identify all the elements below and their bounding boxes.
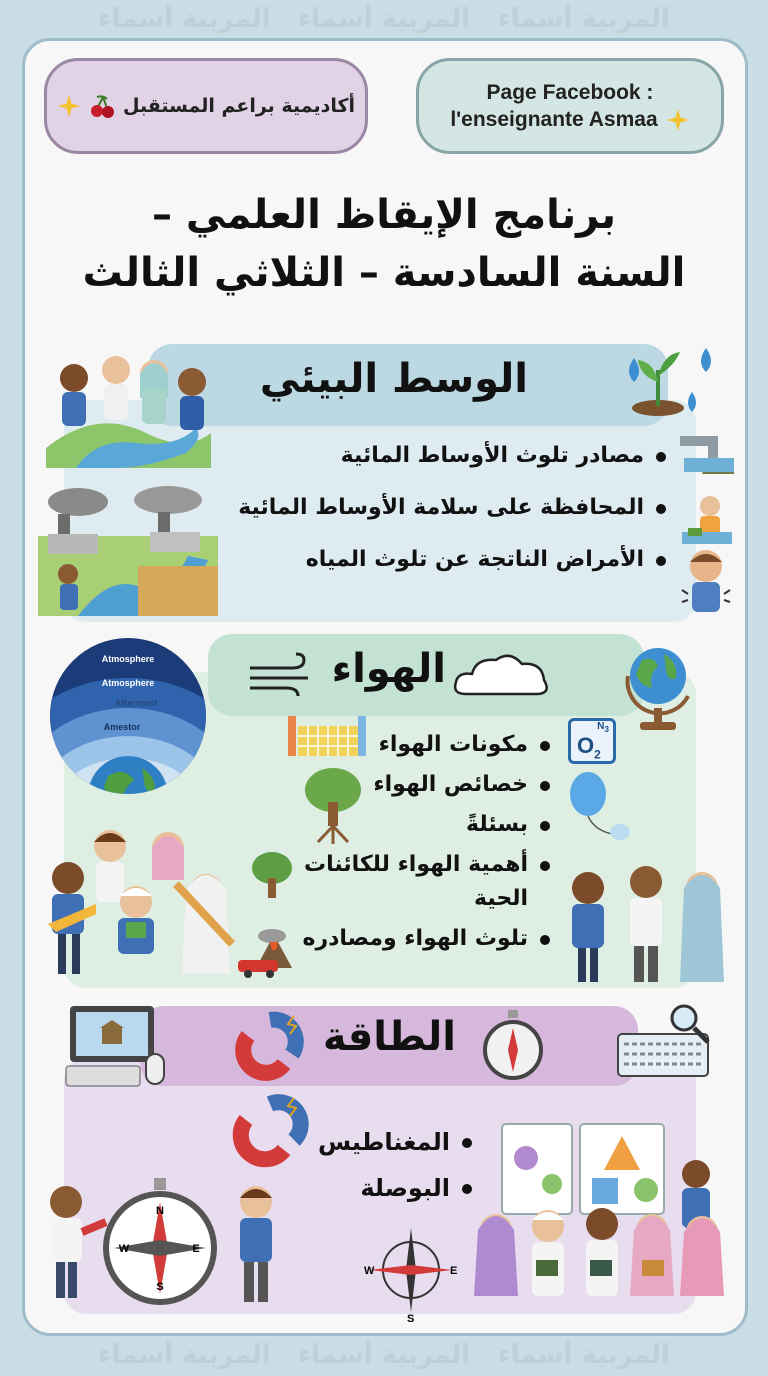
atmosphere-diagram <box>48 636 208 796</box>
diagram-label: Atmosphere <box>101 678 155 688</box>
balloon-icon <box>566 768 636 848</box>
magnet-icon <box>232 1096 308 1166</box>
compass-letter: W <box>118 1243 130 1255</box>
energy-topics <box>318 1122 476 1214</box>
child-figure <box>118 886 154 954</box>
kids-tools-illustration <box>36 824 236 984</box>
child-figure <box>240 1186 272 1302</box>
tree-icon <box>248 850 296 902</box>
child-figure <box>586 1208 618 1296</box>
child-figure <box>182 874 230 974</box>
periodic-table-icon <box>288 716 368 758</box>
watermark: المربية أسماء المربية أسماء المربية أسماء <box>98 1340 670 1370</box>
cloud-icon <box>452 650 552 700</box>
sick-child-icon <box>678 546 736 616</box>
child-figure <box>102 356 130 420</box>
child-figure <box>680 872 724 982</box>
kids-group-illustration <box>466 1160 736 1300</box>
pipe-icon <box>676 430 736 476</box>
list-item: بسئلةً <box>294 808 554 842</box>
child-figure <box>680 1216 724 1296</box>
list-item: تلوث الهواء ومصادره <box>294 922 554 956</box>
facebook-badge <box>416 58 724 154</box>
cherry-icon <box>89 93 115 119</box>
oxygen-icon: $N_3$ $O_2$ <box>568 718 616 764</box>
list-item: المحافظة على سلامة الأوساط المائية <box>238 488 670 540</box>
facebook-line-2: l'enseignante Asmaa <box>450 108 658 131</box>
child-figure <box>572 872 604 982</box>
wind-icon <box>246 654 316 698</box>
watermark: المربية أسماء المربية أسماء المربية أسماء <box>98 4 670 34</box>
list-item: الأمراض الناتجة عن تلوث المياه <box>238 540 670 592</box>
water-drop-icon <box>622 356 646 386</box>
compass-icon <box>482 1010 544 1082</box>
facebook-line-1: Page Facebook : <box>486 80 654 104</box>
page-title <box>60 186 708 302</box>
compass-letter: N <box>156 1205 164 1217</box>
water-drop-icon <box>694 346 718 376</box>
child-figure <box>474 1214 518 1296</box>
child-figure <box>94 830 126 902</box>
kids-river-illustration <box>36 338 216 468</box>
list-item: البوصلة <box>318 1168 476 1214</box>
diagram-label: Atmosphere <box>101 654 155 664</box>
child-figure <box>630 866 662 982</box>
sparkle-icon <box>57 94 81 118</box>
title-line-2: السنة السادسة – الثلاثي الثالث <box>82 250 686 296</box>
list-item: أهمية الهواء للكائنات الحية <box>294 848 554 916</box>
compass-letter: S <box>407 1313 415 1325</box>
child-figure <box>152 832 184 880</box>
child-figure <box>532 1210 564 1296</box>
compass-letter: E <box>192 1243 200 1255</box>
air-title: الهواء <box>331 646 446 692</box>
child-figure <box>60 364 88 426</box>
tree-icon <box>300 766 366 846</box>
water-drop-icon <box>682 390 702 416</box>
environment-topics <box>238 436 670 592</box>
mouse-icon <box>144 1052 166 1086</box>
diagram-label: Amestor <box>103 722 141 732</box>
pollution-landscape-illustration <box>38 486 218 616</box>
title-line-1: برنامج الإيقاظ العلمي – <box>151 192 617 238</box>
diagram-label: Aftermost <box>114 698 158 708</box>
globe-icon <box>618 636 700 736</box>
child-figure <box>140 360 168 424</box>
magnifier-icon <box>666 1000 712 1046</box>
list-item: المغناطيس <box>318 1122 476 1168</box>
magnet-icon <box>234 1014 306 1082</box>
list-item: مكونات الهواء <box>294 728 554 762</box>
child-figure <box>178 368 206 430</box>
compass-rose-icon <box>356 1222 466 1325</box>
factory-icon <box>678 488 736 546</box>
kids-right-illustration <box>560 860 730 990</box>
academy-badge <box>44 58 368 154</box>
compass-letter: E <box>450 1265 458 1277</box>
child-figure <box>58 564 78 610</box>
compass-dial <box>100 1178 220 1308</box>
child-figure <box>50 1186 82 1298</box>
environment-title: الوسط البيئي <box>259 356 528 402</box>
compass-letter: W <box>364 1265 375 1277</box>
energy-title: الطاقة <box>322 1014 456 1060</box>
child-figure <box>630 1214 674 1296</box>
academy-label: أكاديمية براعم المستقبل <box>122 95 356 117</box>
list-item: مصادر تلوث الأوساط المائية <box>238 436 670 488</box>
list-item: خصائص الهواء <box>294 768 554 802</box>
volcano-car-icon <box>236 928 316 978</box>
sparkle-icon <box>666 108 690 132</box>
compass-letter: S <box>156 1281 164 1293</box>
